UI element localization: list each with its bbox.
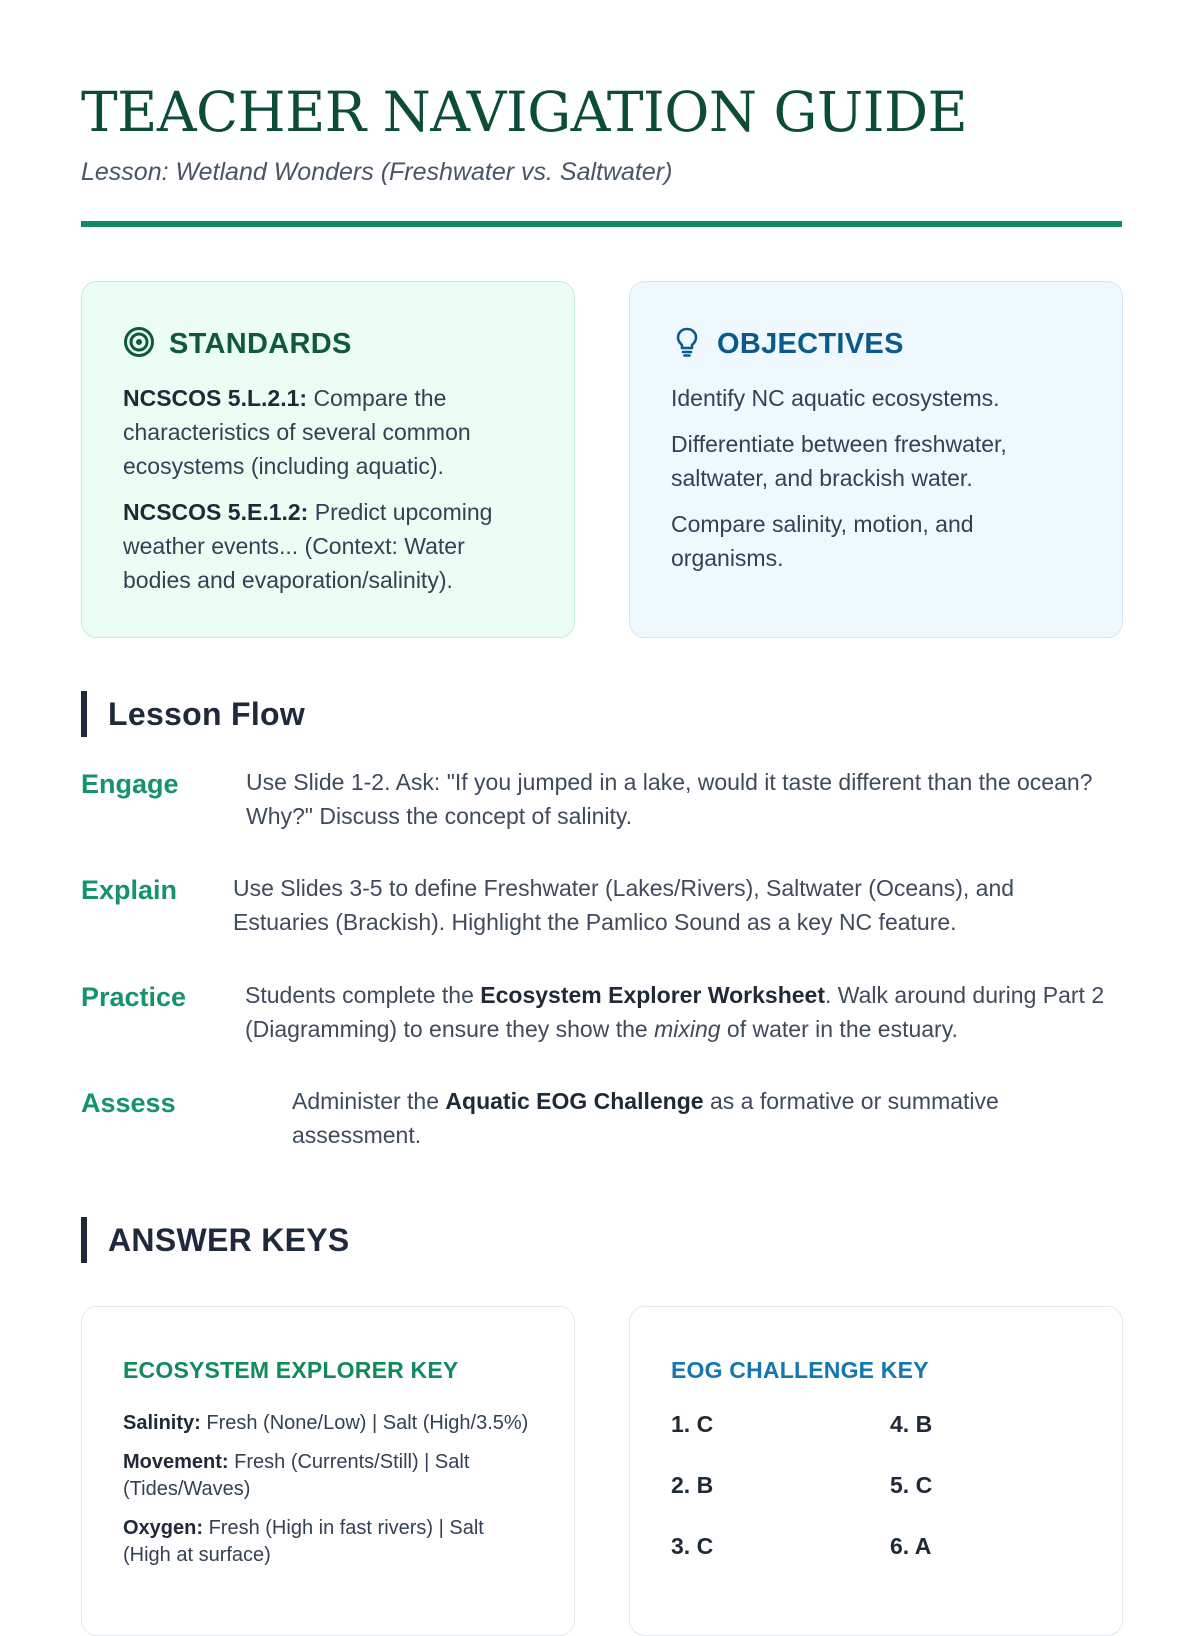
key-item-label: Salinity: <box>123 1412 201 1434</box>
text-run: of water in the estuary. <box>720 1016 958 1042</box>
worksheet-name: Ecosystem Explorer Worksheet <box>480 982 825 1008</box>
standard-code: NCSCOS 5.E.1.2: <box>123 499 309 525</box>
standard-item <box>123 495 534 597</box>
objective-item: Identify NC aquatic ecosystems. <box>671 385 1000 411</box>
standards-header <box>123 326 534 363</box>
flow-step-label: Explain <box>81 875 178 905</box>
standards-card <box>81 281 575 638</box>
objectives-header <box>671 326 1082 363</box>
eog-key-heading: EOG CHALLENGE KEY <box>671 1357 929 1383</box>
text-run: as a formative or summative assessment. <box>292 1088 999 1148</box>
key-item-text: Fresh (Currents/Still) | Salt (Tides/Waves) <box>123 1451 470 1500</box>
standard-code: NCSCOS 5.L.2.1: <box>123 385 308 411</box>
objectives-heading: OBJECTIVES <box>717 328 904 360</box>
key-item <box>123 1449 534 1503</box>
assessment-name: Aquatic EOG Challenge <box>445 1088 704 1114</box>
emphasis: mixing <box>654 1016 721 1042</box>
answer-keys-heading: ANSWER KEYS <box>81 1217 350 1263</box>
objective-item: Compare salinity, motion, and organisms. <box>671 511 974 571</box>
key-item-label: Oxygen: <box>123 1517 204 1539</box>
flow-step-label: Assess <box>81 1088 176 1118</box>
page-title: TEACHER NAVIGATION GUIDE <box>81 80 968 144</box>
flow-step-text: Use Slide 1-2. Ask: "If you jumped in a lake, would it taste different than the ocean? Why?" Discuss the concept of salinity. <box>246 769 1093 829</box>
lesson-subtitle: Lesson: Wetland Wonders (Freshwater vs. Saltwater) <box>81 158 673 186</box>
key-item-label: Movement: <box>123 1451 229 1473</box>
answer-item: 1. C <box>671 1411 714 1437</box>
key-item <box>123 1515 534 1569</box>
objectives-card <box>629 281 1123 638</box>
flow-step-text: Use Slides 3-5 to define Freshwater (Lakes/Rivers), Saltwater (Oceans), and Estuaries (Brackish). Highlight the Pamlico Sound as a key NC feature. <box>233 875 1015 935</box>
flow-step-label: Engage <box>81 769 179 799</box>
standard-text: Compare the characteristics of several common ecosystems (including aquatic). <box>123 385 471 479</box>
text-run: Administer the <box>292 1088 446 1114</box>
lightbulb-icon <box>671 326 703 363</box>
standard-text: Predict upcoming weather events... (Context: Water bodies and evaporation/salinity). <box>123 499 493 593</box>
key-item <box>123 1410 534 1437</box>
flow-step-label: Practice <box>81 982 187 1012</box>
answer-grid <box>671 1410 1082 1561</box>
text-run: Students complete the <box>245 982 481 1008</box>
key-item-text: Fresh (High in fast rivers) | Salt (High at surface) <box>123 1517 484 1566</box>
answer-item: 5. C <box>890 1472 933 1498</box>
ecosystem-explorer-key-card <box>81 1306 575 1636</box>
answer-item: 6. A <box>890 1533 932 1559</box>
answer-item: 2. B <box>671 1472 714 1498</box>
standards-heading: STANDARDS <box>169 328 352 360</box>
target-icon <box>123 326 155 363</box>
flow-step-text <box>245 978 1111 1046</box>
answer-item: 3. C <box>671 1533 714 1559</box>
lesson-flow-heading: Lesson Flow <box>81 691 305 737</box>
flow-step-text <box>292 1084 1111 1152</box>
text-run: . Walk around during Part 2 (Diagramming) to ensure they show the <box>245 982 1105 1042</box>
ecosystem-key-heading: ECOSYSTEM EXPLORER KEY <box>123 1357 459 1383</box>
answer-item: 4. B <box>890 1411 933 1437</box>
key-item-text: Fresh (None/Low) | Salt (High/3.5%) <box>206 1412 529 1434</box>
eog-challenge-key-card <box>629 1306 1123 1636</box>
objective-item: Differentiate between freshwater, saltwater, and brackish water. <box>671 431 1007 491</box>
standard-item <box>123 381 534 483</box>
header-divider <box>81 221 1122 227</box>
